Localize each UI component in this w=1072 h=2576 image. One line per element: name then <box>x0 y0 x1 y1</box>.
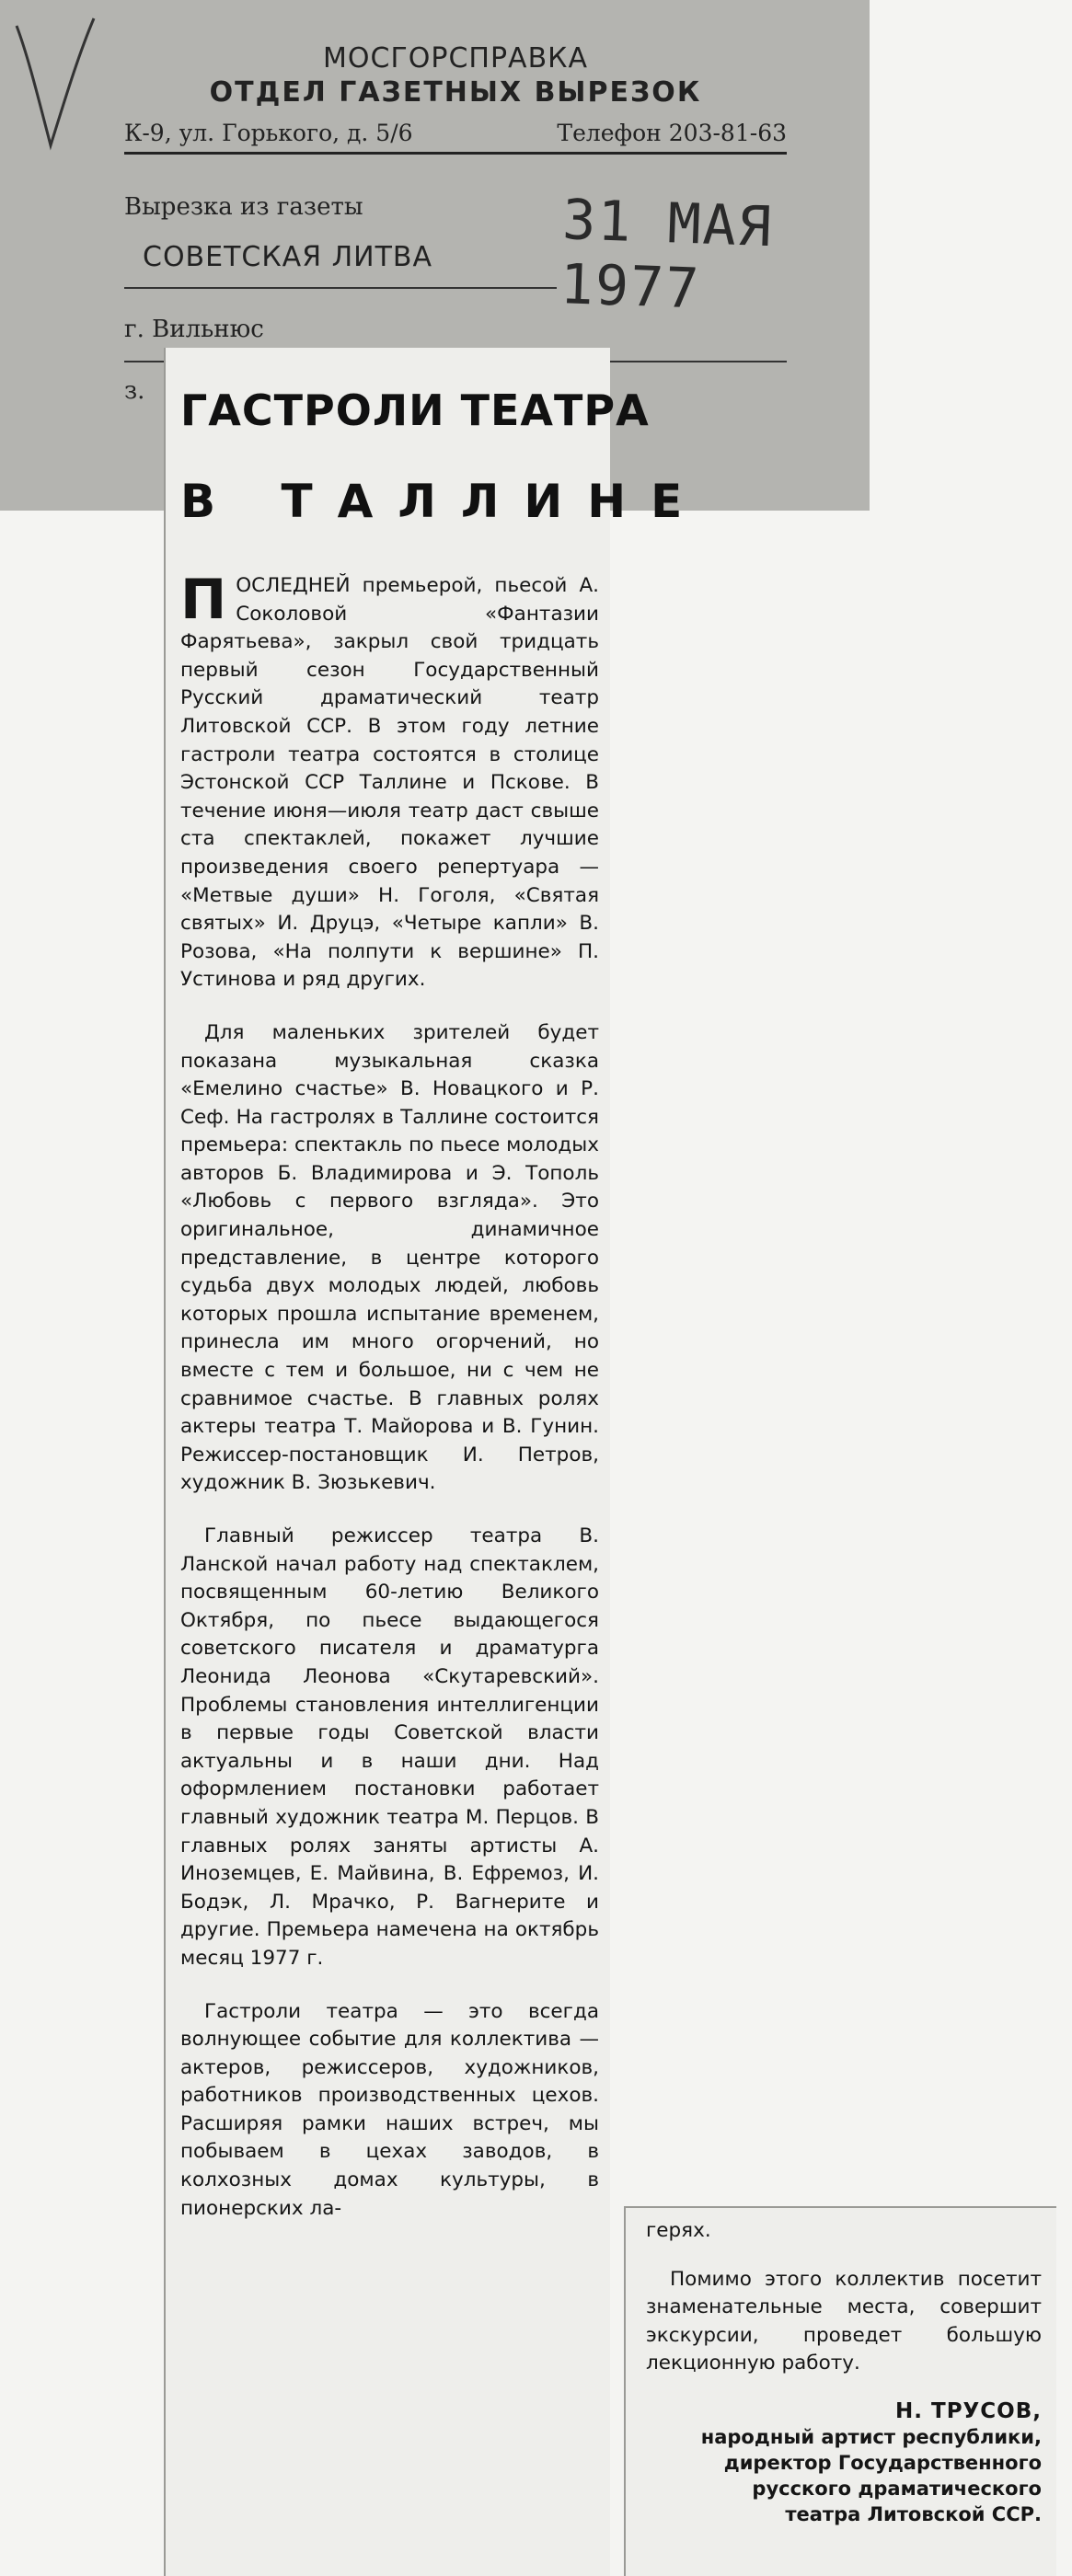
paper-name-underline <box>124 287 557 289</box>
headline-line-2: В ТАЛЛИНЕ <box>180 475 708 528</box>
address: К-9, ул. Горького, д. 5/6 <box>124 120 413 146</box>
phone: Телефон 203-81-63 <box>557 120 787 146</box>
date-stamp: 31 МАЯ 1977 <box>559 188 775 322</box>
article-paragraph-4: Гастроли театра — это всегда волнующее событие для коллектива — актеров, режиссеров, художников, работников производственных цехов. Расширяя рамки наших встреч, мы побываем в цехах заводов, в колхозных домах культуры, в пионерских ла- <box>180 1999 599 2220</box>
newspaper-name: СОВЕТСКАЯ ЛИТВА <box>143 241 432 273</box>
author-name: Н. ТРУСОВ, <box>895 2398 1042 2423</box>
article-headline <box>180 385 708 530</box>
article-paragraph-3: Главный режиссер театра В. Ланской начал работу над спектаклем, посвященным 60-летию Великого Октября, по пьесе выдающегося советского писателя и драматурга Леонида Леонова «Скутаревский». Проблемы становления интеллигенции в первые годы Советской власти актуальны и в наши дни. Над оформлением постановки работает главный художник театра М. Перцов. В главных ролях заняты артисты А. Иноземцев, Е. Майвина, В. Ефремоз, И. Бодэк, Л. Мрачко, Р. Вагнерите и другие. Премьера намечена на октябрь месяц 1977 г. <box>180 1524 599 1970</box>
paragraph-1-text: ОСЛЕДНЕЙ премьерой, пьесой А. Соколовой «Фантазии Фарятьева», закрыл свой тридцать первый сезон Государственный Русский драматический театр Литовской ССР. В этом году летние гастроли театра состоятся в столице Эстонской ССР Таллине и Пскове. В течение июня—июля театр даст свыше ста спектаклей, покажет лучшие произведения своего репертуара — «Метвые души» Н. Гоголя, «Святая святых» И. Друцэ, «Четыре капли» В. Розова, «На полпути к вершине» П. Устинова и ряд других. <box>180 574 599 992</box>
author-title-4: театра Литовской ССР. <box>785 2502 1042 2525</box>
author-title-1: народный артист республики, <box>700 2425 1042 2448</box>
continuation-text <box>646 2217 1042 2527</box>
drop-cap: П <box>180 568 227 632</box>
headline-line-1: ГАСТРОЛИ ТЕАТРА <box>180 385 650 435</box>
author-title-2: директор Государственного <box>723 2451 1042 2474</box>
checkmark-handwritten-icon <box>0 0 110 161</box>
author-title-3: русского драматического <box>752 2477 1042 2500</box>
order-label: з. <box>124 377 145 405</box>
clipping-label: Вырезка из газеты <box>124 193 363 221</box>
continuation-paragraph: Помимо этого коллектив посетит знаменательные места, совершит экскурсии, проведет большую лекционную работу. <box>646 2267 1042 2375</box>
author-signature <box>646 2398 1042 2527</box>
slip-header <box>124 41 787 109</box>
continuation-first-line: герях. <box>646 2219 711 2242</box>
continuation-clipping <box>624 2206 1056 2576</box>
department-name: ОТДЕЛ ГАЗЕТНЫХ ВЫРЕЗОК <box>209 76 702 109</box>
city-label: г. Вильнюс <box>124 316 264 343</box>
article-paragraph-1 <box>180 568 599 995</box>
address-row <box>124 120 787 155</box>
article-paragraph-2: Для маленьких зрителей будет показана музыкальная сказка «Емелино счастье» В. Новацкого и Р. Сеф. На гастролях в Таллине состоится премьера: спектакль по пьесе молодых авторов Б. Владимирова и Э. Тополь «Любовь с первого взгляда». Это оригинальное, динамичное представление, в центре которого судьба двух молодых людей, любовь которых прошла испытание временем, принесла им много огорчений, но вместе с тем и большое, ни с чем не сравнимое счастье. В главных ролях актеры театра Т. Майорова и В. Гунин. Режиссер-постановщик И. Петров, художник В. Зюзькевич. <box>180 1020 599 1495</box>
organization-name: МОСГОРСПРАВКА <box>323 42 588 75</box>
